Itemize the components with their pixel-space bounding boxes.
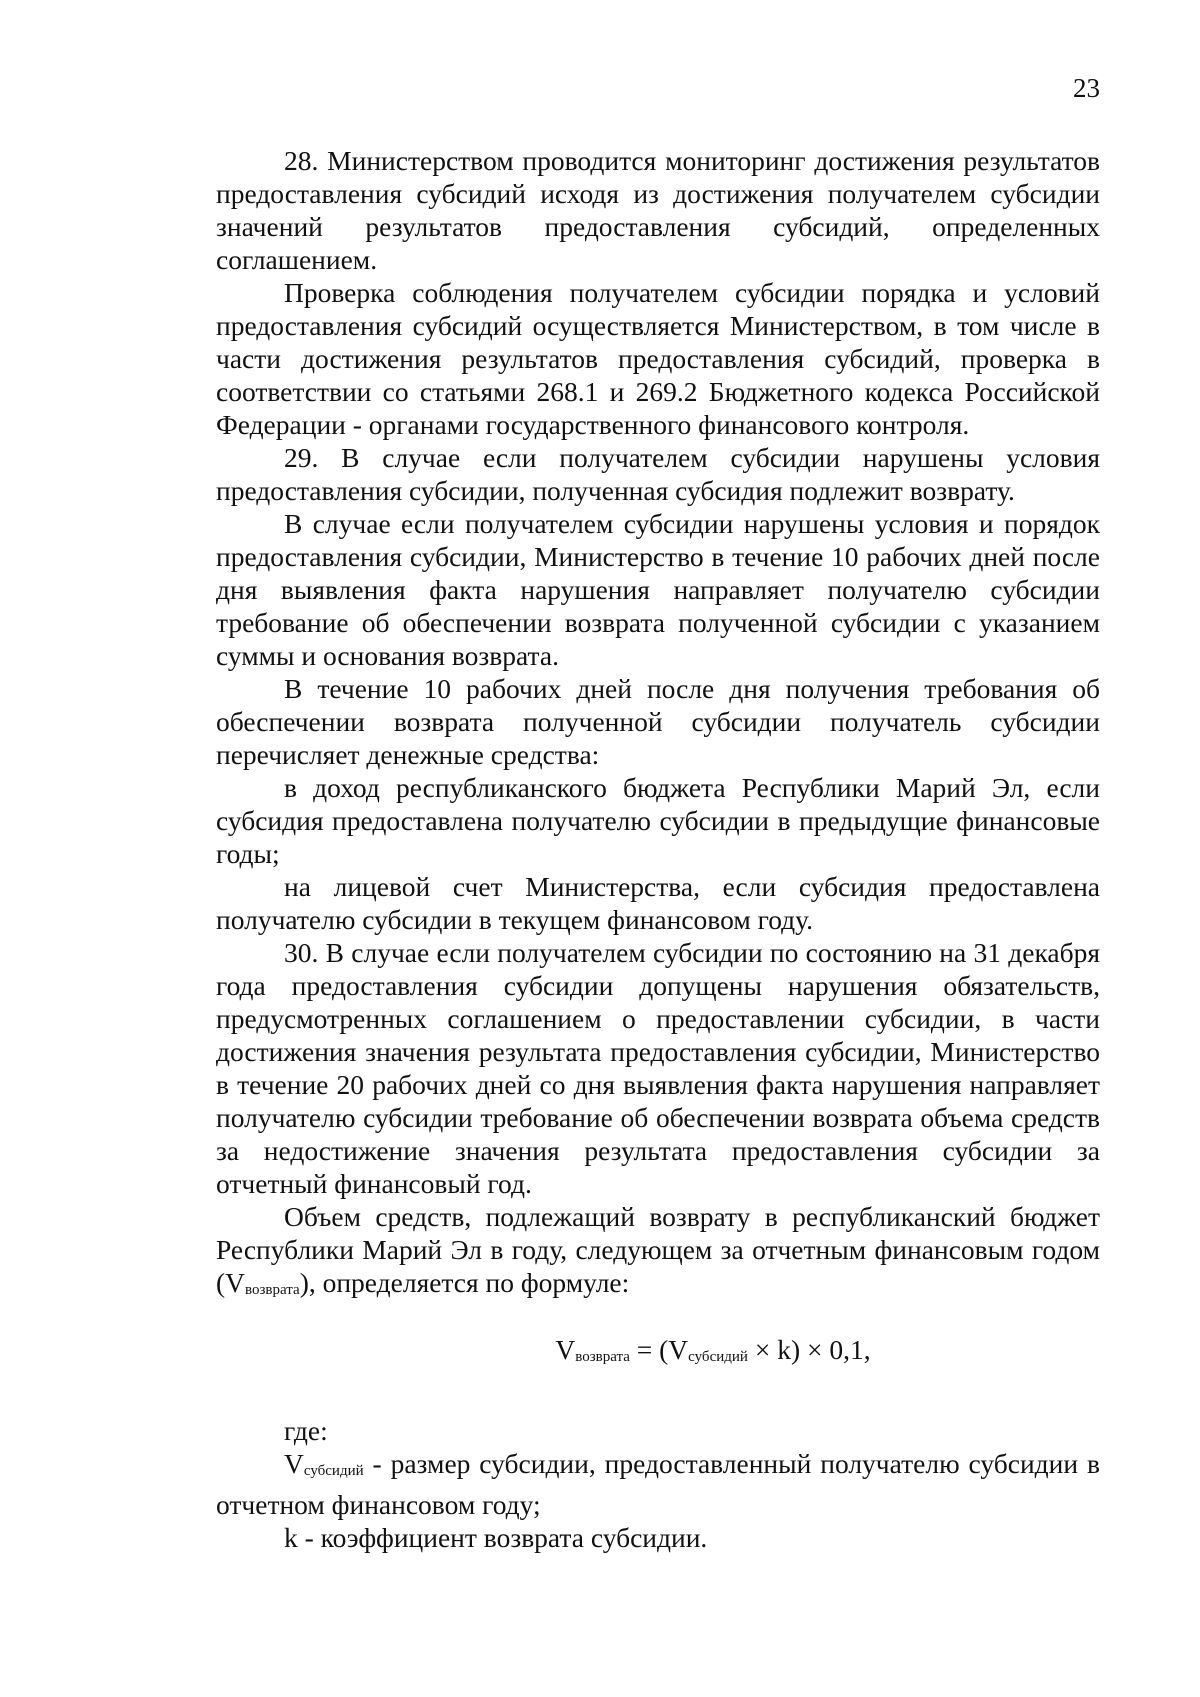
formula-lhs-subscript: возврата [575,1349,630,1365]
page-number: 23 [1073,73,1100,103]
return-volume-subscript: возврата [245,1282,300,1298]
paragraph-republic-budget: в доход республиканского бюджета Республики Марий Эл, если субсидия предоставлена получателю субсидии в предыдущие финансовые годы; [216,772,1100,869]
definition-subscript: субсидий [303,1463,364,1479]
paragraph-transfer-funds: В течение 10 рабочих дней после дня получения требования об обеспечении возврата полученной субсидии получатель субсидии перечисляет денежные средства: [216,673,1100,770]
paragraph-28: 28. Министерством проводится мониторинг достижения результатов предоставления субсидий исходя из достижения получателем субсидии значений результатов предоставления субсидий, определенных соглашением. [216,145,1100,275]
definition-subsidy-volume [216,1447,1100,1521]
formula-lhs-var: V [555,1334,576,1365]
paragraph-personal-account: на лицевой счет Министерства, если субсидия предоставлена получателю субсидии в текущем финансовом году. [216,871,1100,935]
formula-rest: × k) × 0,1, [747,1334,871,1365]
return-formula [216,1333,1100,1374]
formula-rhs-subscript: субсидий [688,1349,748,1365]
paragraph-29: 29. В случае если получателем субсидии нарушены условия предоставления субсидии, полученная субсидия подлежит возврату. [216,442,1100,506]
formula-eq: = (V [629,1334,689,1365]
return-volume-text: Объем средств, подлежащий возврату в республиканский бюджет Республики Марий Эл в году, следующем за отчетным финансовым годом (V [216,1201,1100,1298]
definition-var: V [284,1448,304,1479]
document-body [216,144,1100,1554]
paragraph-return-volume [216,1200,1100,1307]
definition-coefficient: k - коэффициент возврата субсидии. [284,1522,708,1553]
paragraph-30: 30. В случае если получателем субсидии по состоянию на 31 декабря года предоставления субсидии допущены нарушения обязательств, предусмотренных соглашением о предоставлении субсидии, в части достижения значения результата предоставления субсидии, Министерство в течение 20 рабочих дней со дня выявления факта нарушения направляет получателю субсидии требование об обеспечении возврата объема средств за недостижение значения результата предоставления субсидии за отчетный финансовый год. [216,937,1100,1199]
formula-where: где: [284,1415,328,1446]
paragraph-violation-demand: В случае если получателем субсидии нарушены условия и порядок предоставления субсидии, Министерство в течение 10 рабочих дней после дня выявления факта нарушения направляет получателю субсидии требование об обеспечении возврата полученной субсидии с указанием суммы и основания возврата. [216,508,1100,671]
definition-text: - размер субсидии, предоставленный получателю субсидии в отчетном финансовом году; [216,1448,1100,1520]
paragraph-verification: Проверка соблюдения получателем субсидии порядка и условий предоставления субсидий осуществляется Министерством, в том числе в части достижения результатов предоставления субсидий, проверка в соответствии со статьями 268.1 и 269.2 Бюджетного кодекса Российской Федерации - органами государственного финансового контроля. [216,277,1100,440]
return-volume-text-end: ), определяется по формуле: [299,1267,630,1298]
